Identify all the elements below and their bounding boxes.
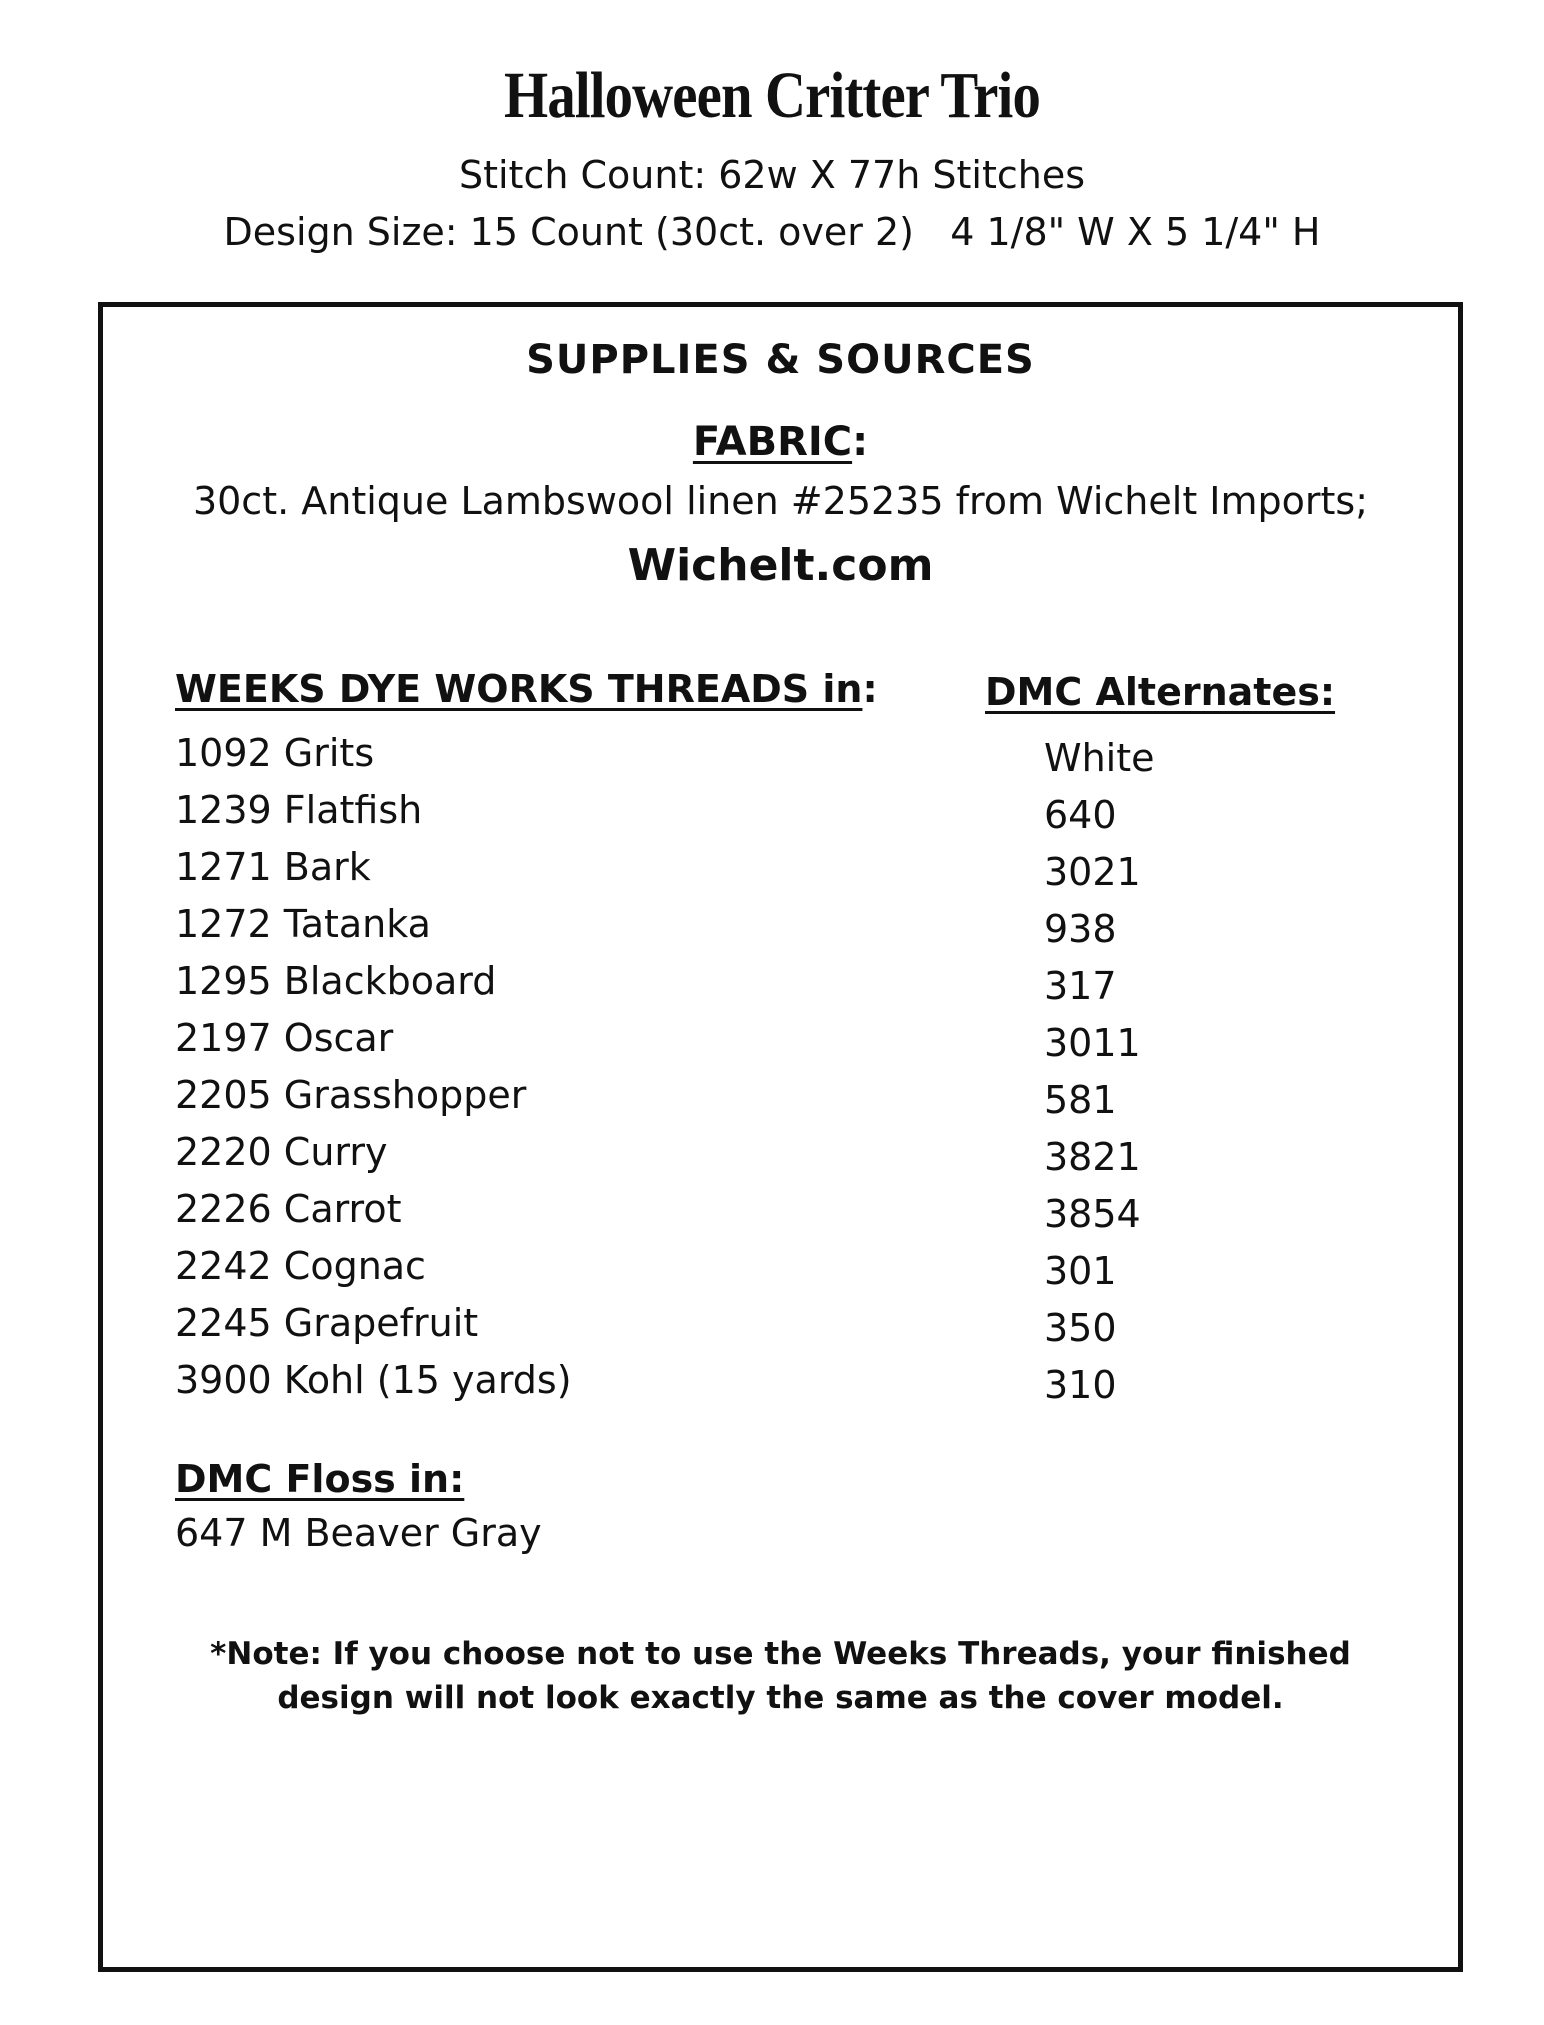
- dmc-floss-item: 647 M Beaver Gray: [175, 1511, 542, 1555]
- list-item: 1271 Bark: [175, 845, 371, 889]
- list-item: 2205 Grasshopper: [175, 1073, 527, 1117]
- fabric-label: FABRIC: [692, 419, 853, 465]
- list-item: 938: [1044, 907, 1117, 951]
- dmc-alternates-label: DMC Alternates:: [985, 670, 1336, 714]
- weeks-threads-label: WEEKS DYE WORKS THREADS in: [175, 667, 863, 711]
- list-item: 3854: [1044, 1192, 1141, 1236]
- dmc-alternates-heading: [985, 670, 1335, 714]
- list-item: 581: [1044, 1078, 1117, 1122]
- design-size: Design Size: 15 Count (30ct. over 2) 4 1/8" W X 5 1/4" H: [223, 210, 1321, 254]
- weeks-thread-list: [175, 725, 572, 1409]
- note-line: design will not look exactly the same as the cover model.: [277, 1680, 1284, 1716]
- list-item: 2226 Carrot: [175, 1187, 402, 1231]
- list-item: 2245 Grapefruit: [175, 1301, 479, 1345]
- list-item: 317: [1044, 964, 1117, 1008]
- list-item: 3011: [1044, 1021, 1141, 1065]
- fabric-description: 30ct. Antique Lambswool linen #25235 from Wichelt Imports;: [192, 479, 1369, 523]
- list-item: 3821: [1044, 1135, 1141, 1179]
- list-item: 301: [1044, 1249, 1117, 1293]
- list-item: 640: [1044, 793, 1117, 837]
- list-item: 2197 Oscar: [175, 1016, 394, 1060]
- list-item: 2242 Cognac: [175, 1244, 426, 1288]
- list-item: 350: [1044, 1306, 1117, 1350]
- dmc-alternates-list: [1044, 730, 1155, 1414]
- weeks-threads-heading: [175, 667, 878, 711]
- fabric-source: Wichelt.com: [627, 540, 934, 591]
- list-item: 3900 Kohl (15 yards): [175, 1358, 572, 1402]
- list-item: 1272 Tatanka: [175, 902, 431, 946]
- list-item: 1092 Grits: [175, 731, 375, 775]
- supplies-heading: SUPPLIES & SOURCES: [526, 337, 1035, 383]
- list-item: 1239 Flatfish: [175, 788, 423, 832]
- note-line: *Note: If you choose not to use the Weeks Threads, your finished: [210, 1636, 1351, 1672]
- dmc-floss-heading: [175, 1457, 464, 1501]
- fabric-colon: :: [852, 419, 869, 465]
- dmc-floss-label: DMC Floss in:: [175, 1457, 465, 1501]
- list-item: 1295 Blackboard: [175, 959, 497, 1003]
- list-item: 310: [1044, 1363, 1117, 1407]
- supplies-box: [98, 302, 1463, 1972]
- list-item: 3021: [1044, 850, 1141, 894]
- stitch-count: Stitch Count: 62w X 77h Stitches: [458, 153, 1086, 197]
- note: [103, 1632, 1458, 1720]
- list-item: 2220 Curry: [175, 1130, 388, 1174]
- weeks-threads-colon: :: [862, 667, 878, 711]
- page-title: Halloween Critter Trio: [504, 59, 1040, 132]
- fabric-heading: [103, 419, 1458, 465]
- list-item: White: [1044, 736, 1155, 780]
